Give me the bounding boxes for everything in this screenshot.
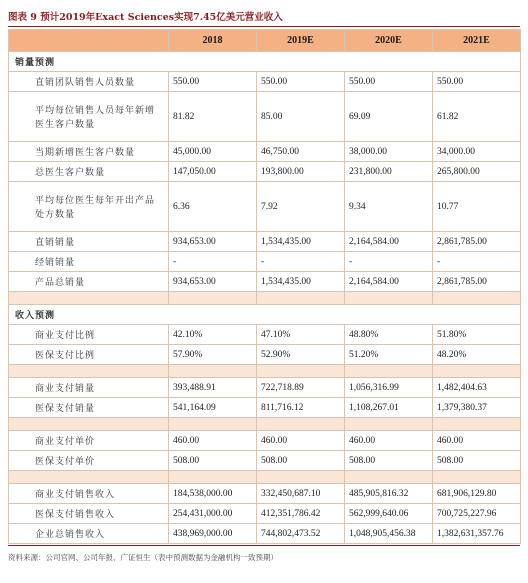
cell: 438,969,000.00 (169, 524, 257, 544)
row-label: 医保支付销量 (9, 398, 169, 418)
forecast-table (8, 29, 521, 544)
cell: 1,382,631,357.76 (433, 524, 521, 544)
table-row (9, 92, 521, 142)
cell: 460.00 (257, 431, 345, 451)
cell: 254,431,000.00 (169, 504, 257, 524)
cell: 47.10% (257, 325, 345, 345)
cell: 48.20% (433, 345, 521, 365)
cell: 1,056,316.99 (345, 378, 433, 398)
cell: 508.00 (345, 451, 433, 471)
cell: 393,488.91 (169, 378, 257, 398)
cell: 9.34 (345, 182, 433, 232)
section-row (9, 305, 521, 325)
cell: 508.00 (169, 451, 257, 471)
cell: 550.00 (433, 72, 521, 92)
spacer-row (9, 292, 521, 305)
spacer-row (9, 365, 521, 378)
cell: 681,906,129.80 (433, 484, 521, 504)
table-row (9, 252, 521, 272)
cell: 45,000.00 (169, 142, 257, 162)
source-note: 资料来源：公司官网、公司年报、广证恒生（表中预测数据为金融机构一致预期） (8, 553, 278, 562)
cell: 51.20% (345, 345, 433, 365)
cell: 10.77 (433, 182, 521, 232)
row-label: 医保支付销售收入 (9, 504, 169, 524)
cell: 550.00 (257, 72, 345, 92)
table-row (9, 431, 521, 451)
table-row (9, 378, 521, 398)
cell: 722,718.89 (257, 378, 345, 398)
section-row (9, 52, 521, 72)
row-label: 医保支付单价 (9, 451, 169, 471)
row-label: 产品总销量 (9, 272, 169, 292)
cell: 184,538,000.00 (169, 484, 257, 504)
table-row (9, 272, 521, 292)
cell: 52.90% (257, 345, 345, 365)
cell: 147,050.00 (169, 162, 257, 182)
row-label: 平均每位医生每年开出产品处方数量 (9, 182, 169, 232)
cell: 7.92 (257, 182, 345, 232)
spacer-row (9, 418, 521, 431)
row-label: 直销团队销售人员数量 (9, 72, 169, 92)
cell: 69.09 (345, 92, 433, 142)
cell: 541,164.09 (169, 398, 257, 418)
table-title: 图表 9 预计2019年Exact Sciences实现7.45亿美元营业收入 (8, 12, 283, 23)
header-cell: 2019E (257, 30, 345, 52)
row-label: 医保支付比例 (9, 345, 169, 365)
cell: 550.00 (345, 72, 433, 92)
cell: 934,653.00 (169, 272, 257, 292)
row-label: 直销销量 (9, 232, 169, 252)
cell: 700,725,227.96 (433, 504, 521, 524)
section-label: 收入预测 (9, 305, 521, 325)
table-row (9, 72, 521, 92)
cell: 85.00 (257, 92, 345, 142)
cell: 508.00 (433, 451, 521, 471)
cell: 332,450,687.10 (257, 484, 345, 504)
cell: - (433, 252, 521, 272)
footer-rule (8, 545, 520, 546)
header-cell: 2020E (345, 30, 433, 52)
header-cell: 2021E (433, 30, 521, 52)
spacer-row (9, 471, 521, 484)
header-cell: 2018 (169, 30, 257, 52)
cell: 460.00 (433, 431, 521, 451)
cell: 485,905,816.32 (345, 484, 433, 504)
cell: 1,108,267.01 (345, 398, 433, 418)
row-label: 经销销量 (9, 252, 169, 272)
row-label: 商业支付销量 (9, 378, 169, 398)
row-label: 平均每位销售人员每年新增医生客户数量 (9, 92, 169, 142)
cell: 934,653.00 (169, 232, 257, 252)
cell: 6.36 (169, 182, 257, 232)
table-row (9, 451, 521, 471)
cell: 1,048,905,456.38 (345, 524, 433, 544)
cell: 550.00 (169, 72, 257, 92)
cell: 562,999,640.06 (345, 504, 433, 524)
cell: - (345, 252, 433, 272)
cell: - (169, 252, 257, 272)
cell: 1,534,435.00 (257, 272, 345, 292)
row-label: 商业支付单价 (9, 431, 169, 451)
table-row (9, 232, 521, 252)
cell: 460.00 (169, 431, 257, 451)
cell: 460.00 (345, 431, 433, 451)
cell: 2,164,584.00 (345, 272, 433, 292)
cell: 412,351,786.42 (257, 504, 345, 524)
cell: 42.10% (169, 325, 257, 345)
row-label: 企业总销售收入 (9, 524, 169, 544)
table-row (9, 182, 521, 232)
header-cell (9, 30, 169, 52)
cell: 34,000.00 (433, 142, 521, 162)
table-row (9, 325, 521, 345)
table-row (9, 398, 521, 418)
cell: 2,861,785.00 (433, 232, 521, 252)
table-row (9, 142, 521, 162)
cell: 2,164,584.00 (345, 232, 433, 252)
cell: 46,750.00 (257, 142, 345, 162)
table-row (9, 524, 521, 544)
row-label: 总医生客户数量 (9, 162, 169, 182)
cell: 61.82 (433, 92, 521, 142)
cell: 38,000.00 (345, 142, 433, 162)
cell: 48.80% (345, 325, 433, 345)
cell: 193,800.00 (257, 162, 345, 182)
cell: 81.82 (169, 92, 257, 142)
cell: - (257, 252, 345, 272)
row-label: 商业支付比例 (9, 325, 169, 345)
table-row (9, 484, 521, 504)
cell: 811,716.12 (257, 398, 345, 418)
cell: 508.00 (257, 451, 345, 471)
cell: 265,800.00 (433, 162, 521, 182)
table-row (9, 504, 521, 524)
header-row (9, 30, 521, 52)
section-label: 销量预测 (9, 52, 521, 72)
table-row (9, 162, 521, 182)
row-label: 当期新增医生客户数量 (9, 142, 169, 162)
cell: 1,534,435.00 (257, 232, 345, 252)
cell: 744,802,473.52 (257, 524, 345, 544)
cell: 1,379,380.37 (433, 398, 521, 418)
cell: 1,482,404.63 (433, 378, 521, 398)
table-row (9, 345, 521, 365)
row-label: 商业支付销售收入 (9, 484, 169, 504)
cell: 51.80% (433, 325, 521, 345)
cell: 2,861,785.00 (433, 272, 521, 292)
cell: 231,800.00 (345, 162, 433, 182)
cell: 57.90% (169, 345, 257, 365)
title-rule (8, 26, 520, 27)
